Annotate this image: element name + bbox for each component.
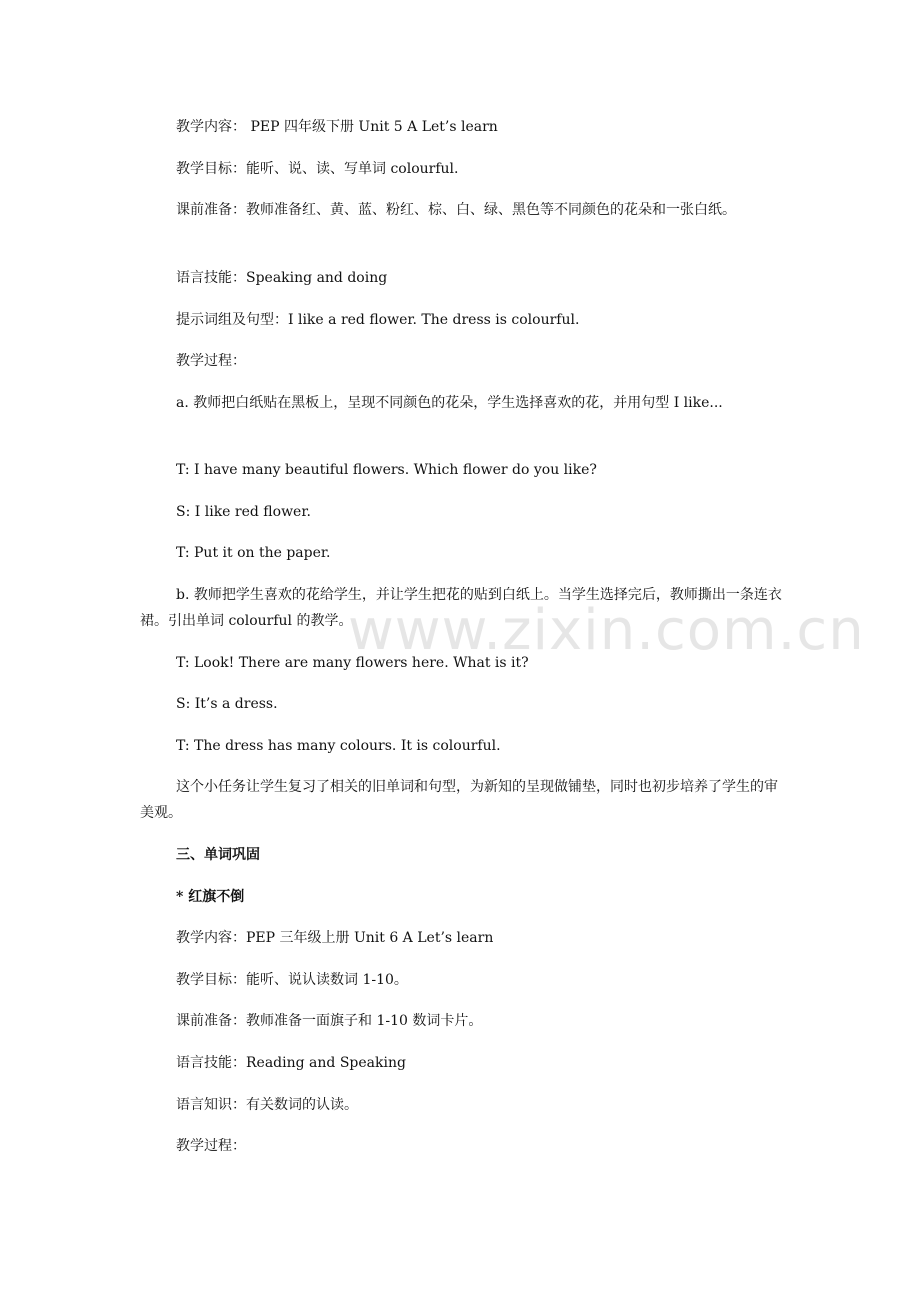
hint-sentences-1: 提示词组及句型：I like a red flower. The dress is colourful. bbox=[176, 312, 580, 328]
dialogue-line: T: Look! There are many flowers here. What is it? bbox=[176, 655, 529, 671]
process-step-b: b. 教师把学生喜欢的花给学生，并让学生把花的贴到白纸上。当学生选择完后，教师撕出一条连衣裙。引出单词 colourful 的教学。 bbox=[140, 587, 782, 629]
watermark: www.zixin.com.cn bbox=[348, 598, 865, 663]
dialogue-line: T: I have many beautiful flowers. Which flower do you like? bbox=[176, 462, 597, 478]
lesson-preparation-2: 课前准备：教师准备一面旗子和 1-10 数词卡片。 bbox=[176, 1013, 483, 1029]
dialogue-line: S: I like red flower. bbox=[176, 504, 311, 520]
summary-paragraph: 这个小任务让学生复习了相关的旧单词和句型，为新知的呈现做铺垫，同时也初步培养了学生的审美观。 bbox=[140, 779, 778, 821]
section-heading: 三、单词巩固 bbox=[176, 847, 260, 863]
lesson-preparation-1: 课前准备：教师准备红、黄、蓝、粉红、棕、白、绿、黑色等不同颜色的花朵和一张白纸。 bbox=[176, 202, 736, 218]
process-heading-1: 教学过程： bbox=[176, 353, 246, 369]
lesson-content-2: 教学内容：PEP 三年级上册 Unit 6 A Let’s learn bbox=[176, 930, 494, 946]
language-knowledge-2: 语言知识：有关数词的认读。 bbox=[176, 1097, 358, 1113]
dialogue-line: T: Put it on the paper. bbox=[176, 545, 331, 561]
process-heading-2: 教学过程： bbox=[176, 1138, 246, 1154]
activity-title: * 红旗不倒 bbox=[176, 889, 245, 905]
lesson-goal-1: 教学目标：能听、说、读、写单词 colourful. bbox=[176, 161, 459, 177]
language-skill-1: 语言技能：Speaking and doing bbox=[176, 270, 388, 286]
dialogue-line: T: The dress has many colours. It is colourful. bbox=[176, 738, 501, 754]
lesson-content-1: 教学内容： PEP 四年级下册 Unit 5 A Let’s learn bbox=[176, 119, 498, 135]
language-skill-2: 语言技能：Reading and Speaking bbox=[176, 1055, 406, 1071]
dialogue-line: S: It’s a dress. bbox=[176, 696, 278, 712]
lesson-goal-2: 教学目标：能听、说认读数词 1-10。 bbox=[176, 972, 408, 988]
process-step-a: a. 教师把白纸贴在黑板上，呈现不同颜色的花朵，学生选择喜欢的花，并用句型 I like... bbox=[176, 395, 723, 411]
